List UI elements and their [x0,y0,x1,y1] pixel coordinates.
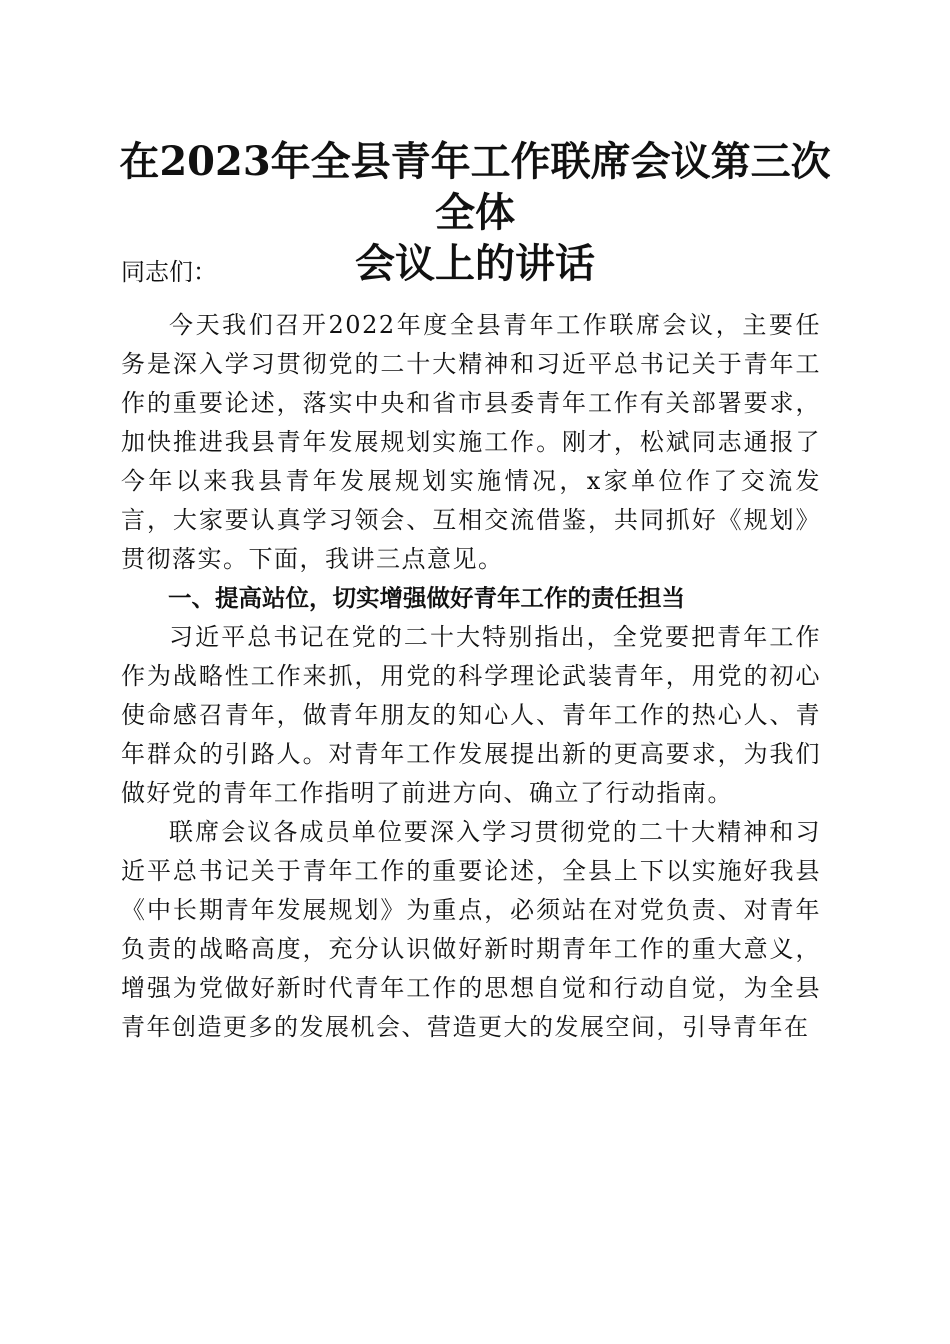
section1-paragraph-1: 习近平总书记在党的二十大特别指出，全党要把青年工作作为战略性工作来抓，用党的科学理论武装青年，用党的初心使命感召青年，做青年朋友的知心人、青年工作的热心人、青年群众的引路人。对青年工作发展提出新的更高要求，为我们做好党的青年工作指明了前进方向、确立了行动指南。 [121,623,821,807]
section-heading-1: 一、提高站位，切实增强做好青年工作的责任担当 [168,584,685,612]
salutation: 同志们： [121,258,217,286]
intro-paragraph: 今天我们召开2022年度全县青年工作联席会议，主要任务是深入学习贯彻党的二十大精神和习近平总书记关于青年工作的重要论述，落实中央和省市县委青年工作有关部署要求，加快推进我县青年发展规划实施工作。刚才，松斌同志通报了今年以来我县青年发展规划实施情况，x家单位作了交流发言，大家要认真学习领会、互相交流借鉴，共同抓好《规划》贯彻落实。下面，我讲三点意见。 [121,311,821,573]
title-line-2: 会议上的讲话 [355,240,595,287]
title-line-1: 在2023年全县青年工作联席会议第三次全体 [119,138,831,236]
document-body [121,253,821,1047]
section1-paragraph-2: 联席会议各成员单位要深入学习贯彻党的二十大精神和习近平总书记关于青年工作的重要论述，全县上下以实施好我县《中长期青年发展规划》为重点，必须站在对党负责、对青年负责的战略高度，充分认识做好新时期青年工作的重大意义，增强为党做好新时代青年工作的思想自觉和行动自觉，为全县青年创造更多的发展机会、营造更大的发展空间，引导青年在 [121,818,821,1041]
